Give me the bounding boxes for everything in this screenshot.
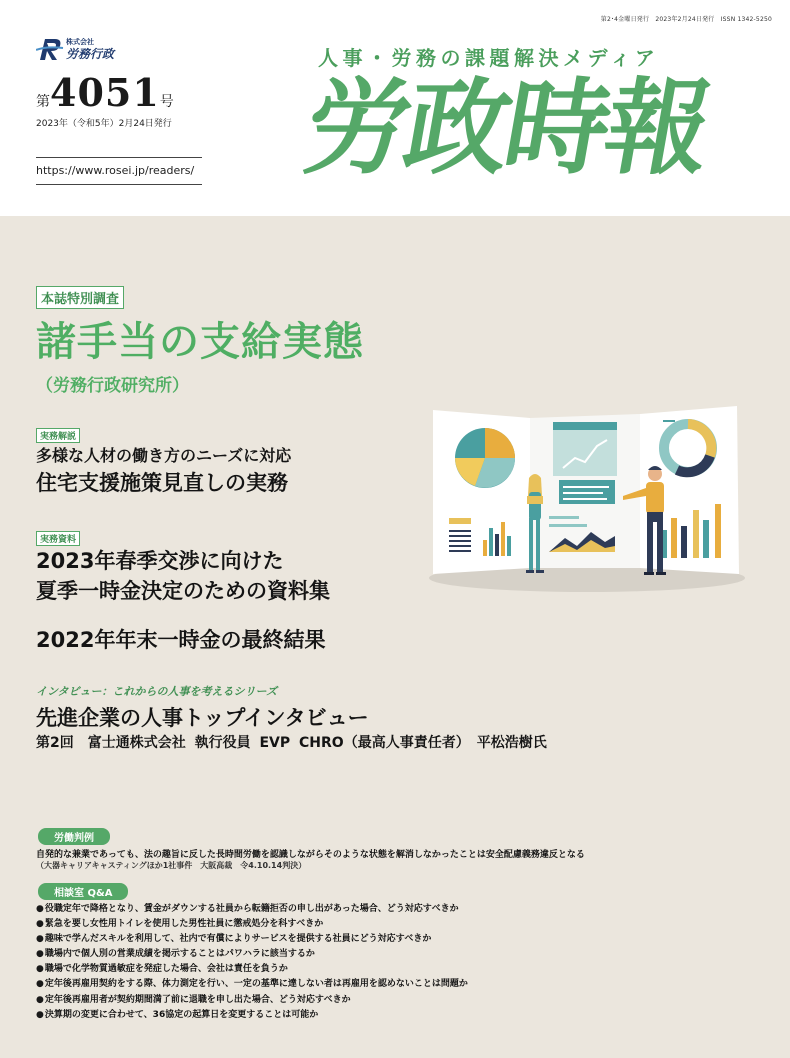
interview-title: 先進企業の人事トップインタビュー (36, 706, 369, 730)
list-item: ●職場内で個人別の営業成績を掲示することはパワハラに該当するか (36, 949, 315, 960)
list-item: ●定年後再雇用契約をする際、体力測定を行い、一定の基準に達しない者は再雇用を認めないことは問題か (36, 979, 468, 990)
website-url[interactable]: https://www.rosei.jp/readers/ (36, 164, 195, 177)
publication-date: 2023年（令和5年）2月24日発行 (36, 119, 172, 129)
publisher-logo (36, 36, 146, 64)
masthead-title: 労政時報 (295, 67, 717, 189)
cover-header (0, 0, 790, 216)
article-2-line1: 2023年春季交渉に向けた (36, 549, 284, 573)
list-item: ●定年後再雇用者が契約期間満了前に退職を申し出た場合、どう対応すべきか (36, 994, 351, 1005)
logo-company-type: 株式会社 (66, 38, 94, 46)
issue-number-value: 4051 (50, 70, 160, 115)
case-law-text: 自発的な兼業であっても、法の趣旨に反した長時間労働を認識しながらそのような状態を解消しなかったことは安全配慮義務違反となる (36, 850, 585, 860)
case-law-label: 労働判例 (38, 828, 110, 845)
article-3-title: 2022年年末一時金の最終結果 (36, 628, 326, 652)
list-item: ●趣味で学んだスキルを利用して、社内で有償によりサービスを提供する社員にどう対応すべきか (36, 934, 432, 945)
article-1-label: 実務解説 (36, 428, 80, 443)
issue-number (36, 70, 174, 115)
interview-detail: 第2回 富士通株式会社 執行役員 EVP CHRO（最高人事責任者） 平松浩樹氏 (36, 735, 547, 751)
feature-subtitle: （労務行政研究所） (36, 376, 189, 396)
list-item: ●決算期の変更に合わせて、36協定の起算日を変更することは可能か (36, 1009, 319, 1020)
issue-prefix: 第 (36, 94, 50, 110)
interview-series: インタビュー：これからの人事を考えるシリーズ (36, 685, 278, 698)
article-2-line2: 夏季一時金決定のための資料集 (36, 579, 330, 603)
issue-suffix: 号 (159, 94, 174, 110)
feature-title: 諸手当の支給実態 (36, 319, 364, 365)
qa-label: 相談室 Q&A (38, 883, 128, 900)
divider (36, 157, 202, 158)
article-2-label: 実務資料 (36, 531, 80, 546)
list-item: ●役職定年で降格となり、賃金がダウンする社員から転籍拒否の申し出があった場合、どう対応すべきか (36, 904, 459, 914)
article-1-line2: 住宅支援施策見直しの実務 (36, 471, 288, 495)
case-law-source: （大器キャリアキャスティングほか1社事件 大阪高裁 令4.10.14判決） (36, 861, 307, 870)
business-analytics-illustration (425, 400, 745, 595)
qa-list (36, 902, 468, 1023)
logo-r-icon (36, 36, 64, 62)
divider (36, 184, 202, 185)
tagline: 人事・労務の課題解決メディア (318, 46, 660, 70)
article-1-line1: 多様な人材の働き方のニーズに対応 (36, 446, 292, 465)
logo-company-name: 労務行政 (66, 47, 115, 61)
feature-label: 本誌特別調査 (36, 286, 124, 309)
list-item: ●職場で化学物質過敏症を発症した場合、会社は責任を負うか (36, 964, 288, 975)
list-item: ●緊急を要し女性用トイレを使用した男性社員に懲戒処分を科すべきか (36, 919, 324, 930)
issue-meta: 第2･4金曜日発行 2023年2月24日発行 ISSN 1342-5250 (600, 16, 772, 23)
